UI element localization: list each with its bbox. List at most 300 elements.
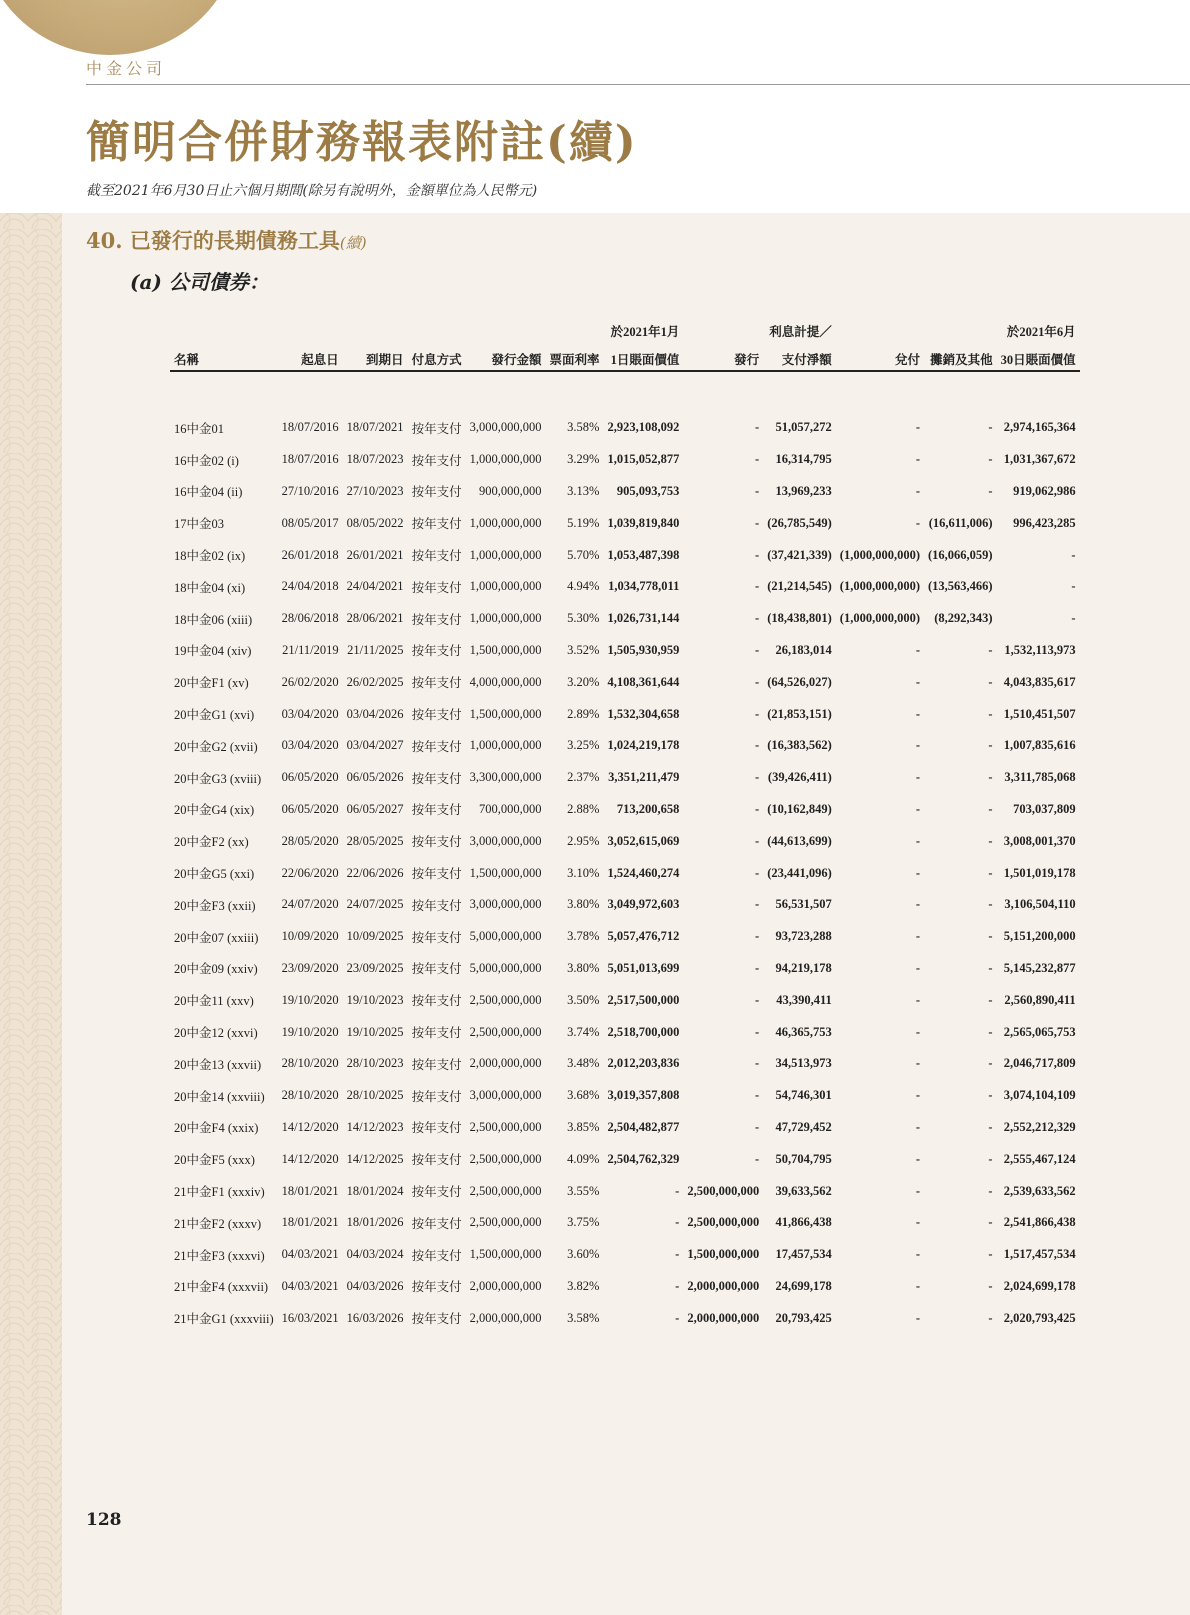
table-cell: -	[988, 1215, 993, 1230]
table-cell: 27/10/2023	[346, 483, 404, 498]
table-cell: 18中金02 (ix)	[174, 549, 246, 564]
table-cell: -	[988, 865, 993, 880]
table-cell: 22/06/2020	[281, 865, 339, 880]
table-cell: 21中金F3 (xxxvi)	[174, 1248, 265, 1263]
table-cell: -	[988, 1088, 993, 1103]
table-cell: 按年支付	[411, 1248, 462, 1263]
table-cell: 3.52%	[567, 642, 600, 657]
table-cell: 按年支付	[411, 1312, 462, 1327]
table-cell: (8,292,343)	[934, 611, 993, 626]
table-cell: 2,000,000,000	[687, 1278, 760, 1293]
table-cell: 2,000,000,000	[469, 1310, 542, 1325]
table-cell: -	[755, 515, 760, 530]
table-cell: 2,500,000,000	[687, 1215, 760, 1230]
table-cell: -	[915, 1278, 920, 1293]
table-cell: 14/12/2025	[346, 1151, 404, 1166]
table-cell: -	[915, 929, 920, 944]
table-cell: -	[915, 1183, 920, 1198]
table-cell: -	[755, 452, 760, 467]
table-cell: 04/03/2026	[346, 1278, 404, 1293]
table-cell: 16/03/2026	[346, 1310, 404, 1325]
header-top-cell	[466, 312, 546, 340]
table-cell: 28/05/2020	[281, 833, 339, 848]
table-row	[170, 412, 1080, 444]
header-top-cell	[836, 312, 924, 340]
column-header: 票面利率	[545, 340, 603, 371]
table-cell: -	[915, 420, 920, 435]
table-cell: 20中金14 (xxviii)	[174, 1089, 265, 1104]
table-row	[170, 1048, 1080, 1080]
table-cell: -	[755, 801, 760, 816]
table-cell: 703,037,809	[1013, 801, 1076, 816]
table-cell: 3,000,000,000	[469, 1088, 542, 1103]
header-top-cell	[343, 312, 408, 340]
table-cell: -	[988, 1278, 993, 1293]
table-cell: 47,729,452	[775, 1119, 832, 1134]
table-cell: 2.89%	[567, 706, 600, 721]
table-cell: 按年支付	[411, 803, 462, 818]
header-top-cell: 於2021年6月	[1006, 325, 1076, 339]
table-cell: 20中金12 (xxvi)	[174, 1026, 258, 1041]
table-cell: 28/06/2018	[281, 611, 339, 626]
table-cell: 2,552,212,329	[1003, 1119, 1076, 1134]
table-cell: -	[915, 1088, 920, 1103]
section-continued: (續)	[339, 234, 367, 252]
table-cell: 28/06/2021	[346, 611, 404, 626]
table-cell: 3.68%	[567, 1088, 600, 1103]
table-cell: 4,043,835,617	[1003, 674, 1076, 689]
header-top-cell	[278, 312, 343, 340]
column-header: 30日賬面價值	[997, 340, 1080, 371]
table-cell: 28/10/2020	[281, 1088, 339, 1103]
header-rule	[86, 84, 1190, 85]
table-cell: (16,383,562)	[767, 738, 832, 753]
table-row	[170, 539, 1080, 571]
table-row	[170, 1207, 1080, 1239]
table-cell: 4.09%	[567, 1151, 600, 1166]
table-cell: 3,000,000,000	[469, 897, 542, 912]
table-cell: 19/10/2020	[281, 992, 339, 1007]
table-row	[170, 1016, 1080, 1048]
table-cell: 1,039,819,840	[607, 515, 680, 530]
table-cell: 3.85%	[567, 1119, 600, 1134]
table-cell: 3.75%	[567, 1215, 600, 1230]
table-row	[170, 603, 1080, 635]
table-cell: 1,015,052,877	[607, 452, 680, 467]
table-cell: 41,866,438	[775, 1215, 832, 1230]
table-row	[170, 507, 1080, 539]
table-cell: 2,500,000,000	[469, 992, 542, 1007]
table-cell: 2,555,467,124	[1003, 1151, 1076, 1166]
header-top-cell	[545, 312, 603, 340]
table-cell: 按年支付	[411, 867, 462, 882]
table-cell: 04/03/2021	[281, 1247, 339, 1262]
table-row	[170, 794, 1080, 826]
table-cell: 24/04/2018	[281, 579, 339, 594]
table-cell: -	[988, 992, 993, 1007]
column-header: 1日賬面價值	[603, 340, 683, 371]
table-cell: -	[915, 801, 920, 816]
table-cell: 按年支付	[411, 1026, 462, 1041]
table-cell: 1,517,457,534	[1003, 1247, 1076, 1262]
table-cell: 18中金06 (xiii)	[174, 612, 253, 627]
table-cell: 按年支付	[411, 930, 462, 945]
table-cell: 4,108,361,644	[607, 674, 680, 689]
table-cell: 20,793,425	[775, 1310, 832, 1325]
table-cell: 2,504,482,877	[607, 1119, 680, 1134]
table-cell: 20中金11 (xxv)	[174, 994, 254, 1009]
table-cell: 3.78%	[567, 929, 600, 944]
table-cell: 5.30%	[567, 611, 600, 626]
table-cell: 16/03/2021	[281, 1310, 339, 1325]
table-cell: -	[1071, 579, 1076, 594]
table-cell: 3.13%	[567, 483, 600, 498]
table-cell: -	[915, 1056, 920, 1071]
table-cell: 26/02/2025	[346, 674, 404, 689]
header-top-cell	[170, 312, 278, 340]
table-cell: 2,504,762,329	[607, 1151, 680, 1166]
table-cell: 19/10/2023	[346, 992, 404, 1007]
table-cell: 按年支付	[411, 962, 462, 977]
table-cell: 按年支付	[411, 1185, 462, 1200]
table-cell: 按年支付	[411, 1216, 462, 1231]
table-cell: -	[755, 674, 760, 689]
table-cell: -	[915, 865, 920, 880]
table-cell: 按年支付	[411, 676, 462, 691]
table-cell: 1,000,000,000	[469, 547, 542, 562]
table-cell: 3.82%	[567, 1278, 600, 1293]
table-cell: 3,000,000,000	[469, 420, 542, 435]
table-cell: -	[988, 960, 993, 975]
table-cell: 1,000,000,000	[469, 452, 542, 467]
table-cell: 1,500,000,000	[469, 1247, 542, 1262]
header-top-cell: 於2021年1月	[610, 325, 680, 339]
table-cell: 08/05/2022	[346, 515, 404, 530]
table-cell: -	[915, 515, 920, 530]
table-cell: 18/07/2023	[346, 452, 404, 467]
table-cell: -	[755, 929, 760, 944]
table-cell: -	[755, 420, 760, 435]
table-cell: -	[988, 833, 993, 848]
table-cell: 713,200,658	[616, 801, 680, 816]
table-cell: 996,423,285	[1013, 515, 1076, 530]
table-cell: -	[988, 1024, 993, 1039]
table-cell: 3.25%	[567, 738, 600, 753]
table-cell: (26,785,549)	[767, 515, 832, 530]
table-cell: -	[915, 1024, 920, 1039]
section-title: 已發行的長期債務工具	[129, 228, 340, 253]
table-cell: 19中金04 (xiv)	[174, 644, 252, 659]
table-cell: 1,532,113,973	[1004, 642, 1076, 657]
table-cell: 3.58%	[567, 420, 600, 435]
table-cell: 20中金G4 (xix)	[174, 803, 255, 818]
table-row	[170, 476, 1080, 508]
table-cell: 10/09/2025	[346, 929, 404, 944]
table-cell: 1,026,731,144	[607, 611, 680, 626]
table-cell: 24/07/2025	[346, 897, 404, 912]
table-header-row-top	[170, 312, 1080, 340]
table-row	[170, 1271, 1080, 1303]
table-cell: 10/09/2020	[281, 929, 339, 944]
table-cell: 16中金02 (i)	[174, 453, 239, 468]
header-top-cell	[683, 312, 763, 340]
table-cell: 20中金G2 (xvii)	[174, 739, 258, 754]
table-cell: 1,524,460,274	[607, 865, 680, 880]
table-cell: 16,314,795	[775, 452, 832, 467]
table-cell: -	[988, 483, 993, 498]
table-cell: 2,000,000,000	[469, 1056, 542, 1071]
table-cell: 2,541,866,438	[1003, 1215, 1076, 1230]
table-cell: -	[915, 674, 920, 689]
table-cell: 24/04/2021	[346, 579, 404, 594]
table-cell: 34,513,973	[775, 1056, 832, 1071]
table-row	[170, 730, 1080, 762]
table-cell: -	[915, 1247, 920, 1262]
table-row	[170, 762, 1080, 794]
table-cell: 94,219,178	[775, 960, 832, 975]
table-cell: 17中金03	[174, 517, 225, 532]
table-cell: -	[675, 1183, 680, 1198]
table-cell: (21,214,545)	[767, 579, 832, 594]
table-cell: 3.20%	[567, 674, 600, 689]
table-cell: 2,923,108,092	[607, 420, 680, 435]
table-cell: -	[915, 1310, 920, 1325]
table-cell: 28/10/2023	[346, 1056, 404, 1071]
table-cell: (1,000,000,000)	[839, 611, 920, 626]
table-cell: 1,000,000,000	[469, 515, 542, 530]
table-cell: 06/05/2020	[281, 770, 339, 785]
table-cell: 18/01/2021	[281, 1215, 339, 1230]
table-cell: 5,000,000,000	[469, 960, 542, 975]
table-cell: 20中金09 (xxiv)	[174, 962, 258, 977]
table-cell: 1,053,487,398	[607, 547, 680, 562]
table-cell: 按年支付	[411, 612, 462, 627]
table-cell: 700,000,000	[478, 801, 542, 816]
table-cell: -	[755, 833, 760, 848]
table-cell: 按年支付	[411, 835, 462, 850]
table-cell: 1,000,000,000	[469, 579, 542, 594]
table-cell: 20中金G1 (xvi)	[174, 708, 255, 723]
table-cell: 1,532,304,658	[607, 706, 680, 721]
table-cell: -	[915, 897, 920, 912]
table-cell: -	[915, 452, 920, 467]
logo-emblem	[0, 0, 240, 55]
table-cell: 08/05/2017	[281, 515, 339, 530]
table-cell: (1,000,000,000)	[839, 547, 920, 562]
table-cell: -	[755, 770, 760, 785]
table-cell: 16中金04 (ii)	[174, 485, 243, 500]
column-header: 發行	[683, 340, 763, 371]
table-cell: 3,019,357,808	[607, 1088, 680, 1103]
table-cell: 56,531,507	[775, 897, 832, 912]
bonds-table	[170, 312, 1080, 1334]
column-header: 名稱	[170, 340, 278, 371]
table-cell: -	[988, 1183, 993, 1198]
table-cell: (21,853,151)	[767, 706, 832, 721]
table-cell: 3,000,000,000	[469, 833, 542, 848]
table-cell: -	[755, 897, 760, 912]
table-cell: 23/09/2025	[346, 960, 404, 975]
table-cell: -	[915, 770, 920, 785]
table-cell: (16,611,006)	[928, 515, 993, 530]
table-cell: (10,162,849)	[767, 801, 832, 816]
table-cell: 26/01/2018	[281, 547, 339, 562]
table-cell: (37,421,339)	[767, 547, 832, 562]
table-cell: 3,106,504,110	[1004, 897, 1076, 912]
table-cell: -	[988, 929, 993, 944]
table-cell: 按年支付	[411, 771, 462, 786]
table-cell: 5,151,200,000	[1003, 929, 1076, 944]
table-cell: -	[988, 642, 993, 657]
table-cell: 2,974,165,364	[1003, 420, 1076, 435]
table-cell: 按年支付	[411, 580, 462, 595]
table-cell: 20中金13 (xxvii)	[174, 1057, 262, 1072]
table-cell: -	[915, 483, 920, 498]
table-cell: 3,008,001,370	[1003, 833, 1076, 848]
table-cell: 2,020,793,425	[1003, 1310, 1076, 1325]
table-cell: 1,500,000,000	[469, 865, 542, 880]
table-cell: 28/10/2025	[346, 1088, 404, 1103]
table-cell: -	[755, 1088, 760, 1103]
table-cell: 5.19%	[567, 515, 600, 530]
table-cell: -	[915, 833, 920, 848]
table-cell: 19/10/2020	[281, 1024, 339, 1039]
table-cell: -	[675, 1247, 680, 1262]
table-cell: 51,057,272	[775, 420, 832, 435]
table-cell: 919,062,986	[1013, 483, 1076, 498]
decorative-wave-pattern	[0, 213, 62, 1615]
table-cell: 1,510,451,507	[1003, 706, 1076, 721]
table-cell: 28/05/2025	[346, 833, 404, 848]
table-cell: -	[988, 738, 993, 753]
table-cell: 2,560,890,411	[1004, 992, 1076, 1007]
table-row	[170, 1239, 1080, 1271]
table-cell: 22/06/2026	[346, 865, 404, 880]
table-cell: 5.70%	[567, 547, 600, 562]
table-cell: 按年支付	[411, 1280, 462, 1295]
table-cell: 按年支付	[411, 708, 462, 723]
table-row	[170, 857, 1080, 889]
company-name: 中金公司	[86, 59, 167, 78]
table-cell: 26/02/2020	[281, 674, 339, 689]
table-cell: (64,526,027)	[767, 674, 832, 689]
table-cell: 1,000,000,000	[469, 611, 542, 626]
table-cell: 3.58%	[567, 1310, 600, 1325]
table-cell: -	[755, 611, 760, 626]
table-cell: 2,000,000,000	[687, 1310, 760, 1325]
table-cell: 按年支付	[411, 485, 462, 500]
table-cell: 按年支付	[411, 421, 462, 436]
column-header: 兌付	[836, 340, 924, 371]
table-cell: -	[1071, 547, 1076, 562]
table-cell: 5,000,000,000	[469, 929, 542, 944]
table-cell: 24/07/2020	[281, 897, 339, 912]
table-cell: 3,351,211,479	[608, 770, 680, 785]
table-cell: -	[915, 706, 920, 721]
table-row	[170, 1302, 1080, 1334]
table-cell: 3.55%	[567, 1183, 600, 1198]
table-cell: 3.60%	[567, 1247, 600, 1262]
table-cell: 20中金F1 (xv)	[174, 676, 249, 691]
table-cell: 13,969,233	[775, 483, 832, 498]
table-cell: -	[915, 1151, 920, 1166]
table-cell: -	[755, 960, 760, 975]
table-cell: 按年支付	[411, 517, 462, 532]
table-cell: 按年支付	[411, 1057, 462, 1072]
table-cell: 2,500,000,000	[469, 1183, 542, 1198]
table-cell: 14/12/2020	[281, 1151, 339, 1166]
spacer-row	[170, 371, 1080, 412]
table-cell: 按年支付	[411, 739, 462, 754]
table-cell: 2.88%	[567, 801, 600, 816]
table-cell: 900,000,000	[478, 483, 542, 498]
page-title: 簡明合併財務報表附註(續)	[86, 117, 638, 168]
table-cell: -	[755, 1056, 760, 1071]
table-cell: 1,505,930,959	[607, 642, 680, 657]
table-cell: 2,000,000,000	[469, 1278, 542, 1293]
table-cell: 1,007,835,616	[1003, 738, 1076, 753]
table-cell: 18/01/2024	[346, 1183, 404, 1198]
table-cell: 1,034,778,011	[608, 579, 680, 594]
table-cell: 06/05/2027	[346, 801, 404, 816]
table-cell: 3.50%	[567, 992, 600, 1007]
table-cell: 20中金F3 (xxii)	[174, 898, 256, 913]
table-cell: 23/09/2020	[281, 960, 339, 975]
table-cell: 21中金F1 (xxxiv)	[174, 1185, 265, 1200]
table-cell: -	[988, 1310, 993, 1325]
column-header: 到期日	[343, 340, 408, 371]
section-number: 40.	[86, 228, 123, 253]
table-cell: -	[988, 897, 993, 912]
header-top-cell: 利息計提／	[769, 325, 832, 339]
table-cell: 20中金G5 (xxi)	[174, 867, 255, 882]
table-cell: 5,051,013,699	[607, 960, 680, 975]
table-cell: (13,563,466)	[928, 579, 993, 594]
table-cell: 14/12/2023	[346, 1119, 404, 1134]
table-cell: 4.94%	[567, 579, 600, 594]
table-cell: 27/10/2016	[281, 483, 339, 498]
column-header: 發行金額	[466, 340, 546, 371]
table-cell: -	[755, 738, 760, 753]
table-cell: 2,500,000,000	[687, 1183, 760, 1198]
table-row	[170, 1143, 1080, 1175]
table-cell: 3,074,104,109	[1003, 1088, 1076, 1103]
header-top-cell	[408, 312, 466, 340]
table-cell: 3.29%	[567, 452, 600, 467]
table-row	[170, 1112, 1080, 1144]
table-cell: 2,539,633,562	[1003, 1183, 1076, 1198]
table-cell: 按年支付	[411, 1121, 462, 1136]
table-cell: -	[915, 960, 920, 975]
table-cell: -	[1071, 611, 1076, 626]
table-cell: -	[988, 706, 993, 721]
table-cell: -	[755, 865, 760, 880]
table-row	[170, 1080, 1080, 1112]
table-cell: 17,457,534	[775, 1247, 832, 1262]
table-cell: (18,438,801)	[767, 611, 832, 626]
table-header-row	[170, 340, 1080, 371]
table-cell: 24,699,178	[775, 1278, 832, 1293]
table-cell: 5,145,232,877	[1003, 960, 1076, 975]
table-cell: -	[675, 1278, 680, 1293]
table-cell: 54,746,301	[775, 1088, 832, 1103]
table-cell: -	[988, 1151, 993, 1166]
table-cell: 3.80%	[567, 897, 600, 912]
table-cell: 按年支付	[411, 549, 462, 564]
table-cell: (39,426,411)	[767, 770, 832, 785]
table-cell: 20中金F4 (xxix)	[174, 1121, 259, 1136]
table-cell: 20中金G3 (xviii)	[174, 771, 262, 786]
